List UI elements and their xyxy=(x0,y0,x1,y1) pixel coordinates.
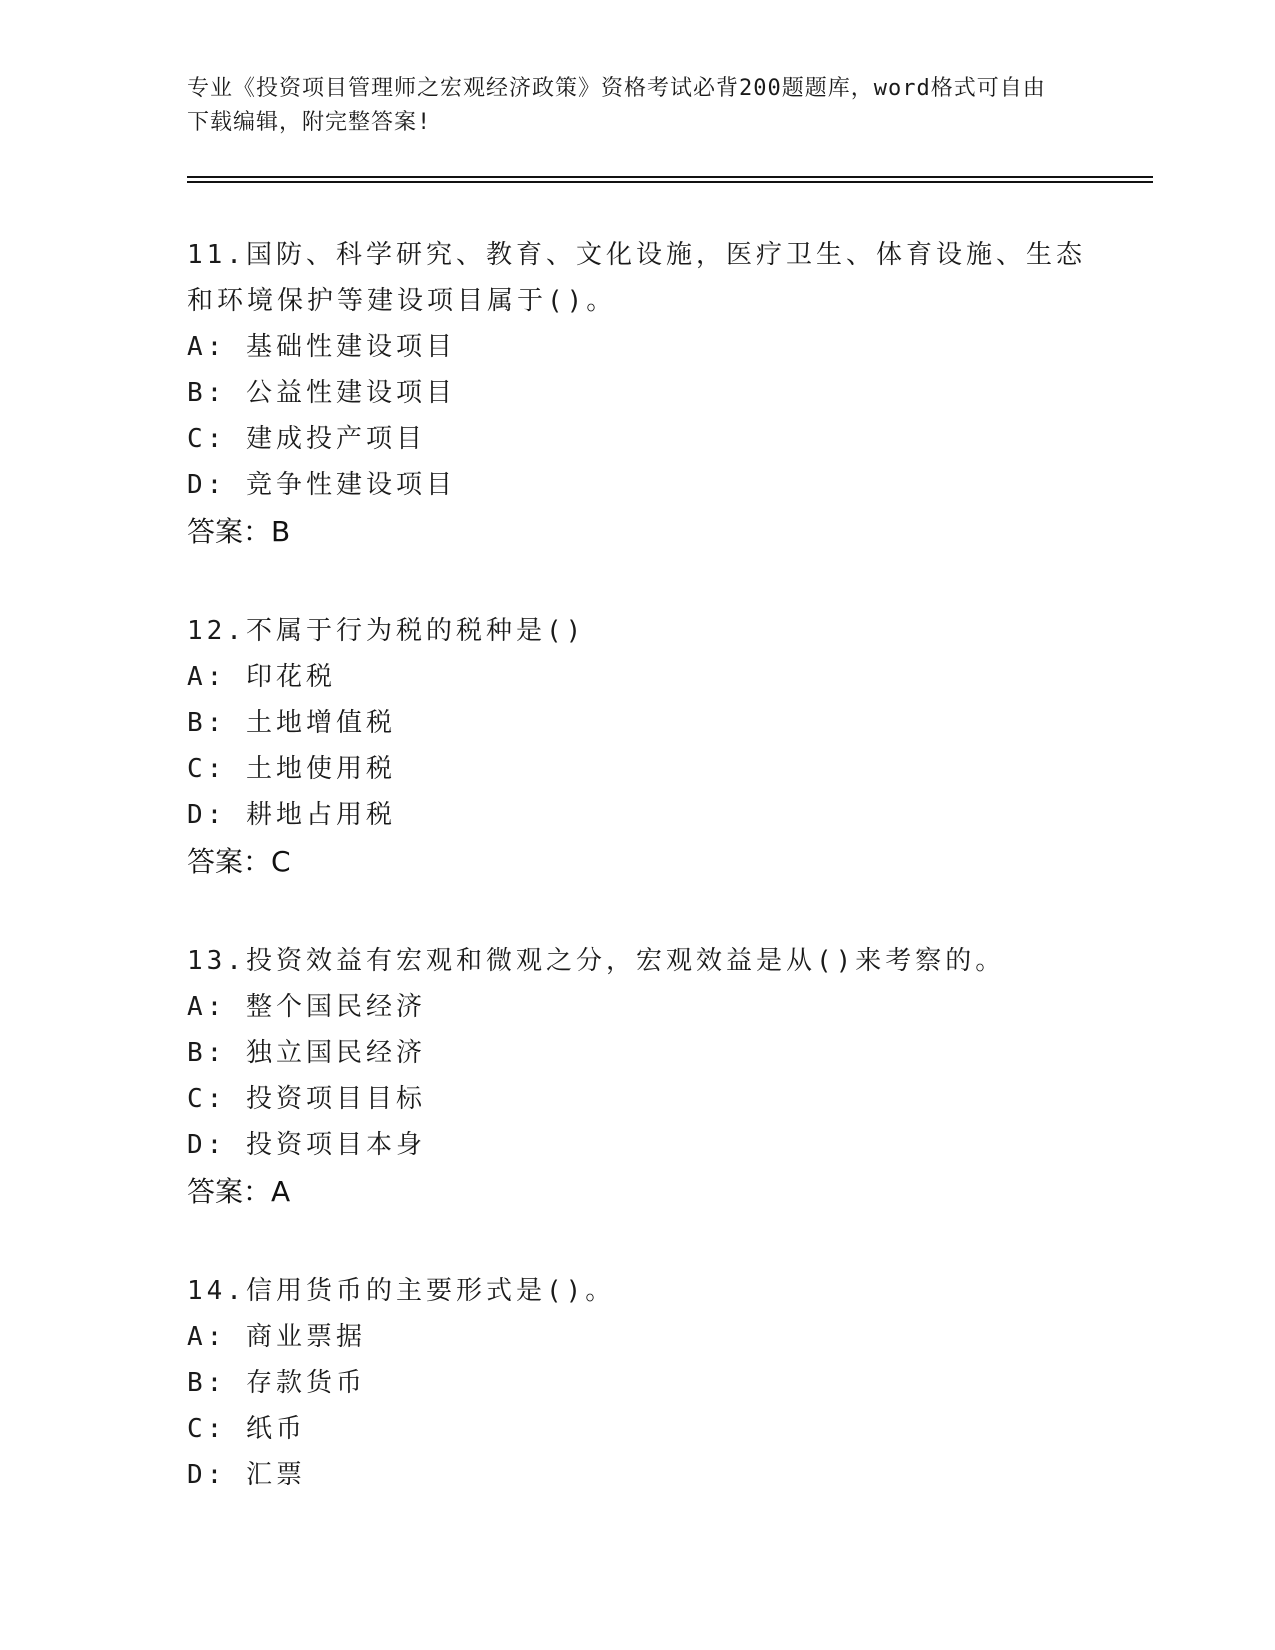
option-b: B: 土地增值税 xyxy=(187,708,396,738)
question-stem: 11.国防、科学研究、教育、文化设施，医疗卫生、体育设施、生态和环境保护等建设项目属于()。 xyxy=(187,240,1086,316)
option-d: D: 投资项目本身 xyxy=(187,1130,426,1160)
option-d: D: 竞争性建设项目 xyxy=(187,470,456,500)
header-divider-bottom xyxy=(187,181,1153,183)
question-stem: 12.不属于行为税的税种是() xyxy=(187,616,586,646)
option-b: B: 独立国民经济 xyxy=(187,1038,426,1068)
document-header: 专业《投资项目管理师之宏观经济政策》资格考试必背200题题库，word格式可自由下载编辑，附完整答案! xyxy=(187,76,1046,135)
option-a: A: 基础性建设项目 xyxy=(187,332,456,362)
answer-label: 答案：B xyxy=(187,515,291,548)
option-c: C: 建成投产项目 xyxy=(187,424,426,454)
option-d: D: 汇票 xyxy=(187,1460,306,1490)
option-c: C: 投资项目目标 xyxy=(187,1084,426,1114)
question-14 xyxy=(187,1268,1087,1498)
answer-label: 答案：A xyxy=(187,1175,291,1208)
question-12 xyxy=(187,608,1087,886)
option-d: D: 耕地占用税 xyxy=(187,800,396,830)
answer-label: 答案：C xyxy=(187,845,291,878)
option-a: A: 商业票据 xyxy=(187,1322,366,1352)
option-b: B: 存款货币 xyxy=(187,1368,366,1398)
option-a: A: 整个国民经济 xyxy=(187,992,426,1022)
option-c: C: 纸币 xyxy=(187,1414,306,1444)
option-c: C: 土地使用税 xyxy=(187,754,396,784)
question-13 xyxy=(187,938,1087,1216)
question-stem: 13.投资效益有宏观和微观之分，宏观效益是从()来考察的。 xyxy=(187,946,1006,976)
option-b: B: 公益性建设项目 xyxy=(187,378,456,408)
header-divider-top xyxy=(187,176,1153,178)
option-a: A: 印花税 xyxy=(187,662,336,692)
question-list xyxy=(187,232,1087,1550)
question-stem: 14.信用货币的主要形式是()。 xyxy=(187,1276,616,1306)
question-11 xyxy=(187,232,1087,556)
